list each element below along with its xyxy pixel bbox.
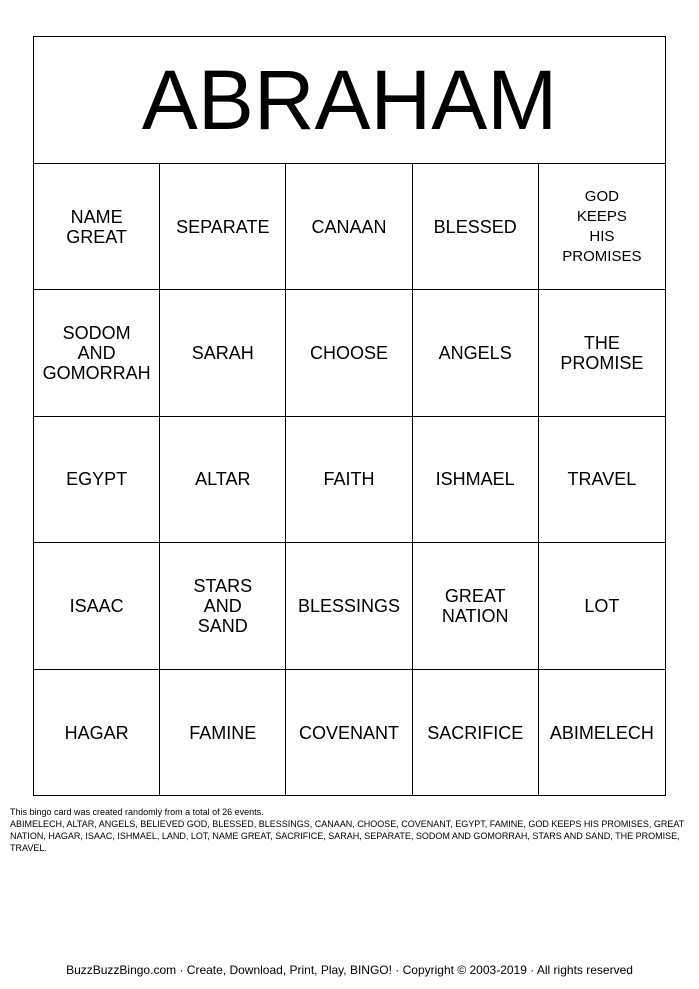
bingo-card	[33, 36, 666, 796]
note-word-list: ABIMELECH, ALTAR, ANGELS, BELIEVED GOD, BLESSED, BLESSINGS, CANAAN, CHOOSE, COVENANT, EGYPT, FAMINE, GOD KEEPS HIS PROMISES, GREAT NATION, HAGAR, ISAAC, ISHMAEL, LAND, LOT, NAME GREAT, SACRIFICE, SARAH, SEPARATE, SODOM AND GOMORRAH, STARS AND SAND, THE PROMISE, TRAVEL.	[10, 819, 685, 853]
event-list-note	[10, 806, 690, 854]
bingo-cell: FAITH	[286, 417, 412, 543]
bingo-cell: GREAT NATION	[413, 543, 539, 669]
bingo-cell: GOD KEEPS HIS PROMISES	[539, 164, 665, 290]
bingo-cell: SEPARATE	[160, 164, 286, 290]
bingo-cell: BLESSED	[413, 164, 539, 290]
bingo-cell: ISHMAEL	[413, 417, 539, 543]
bingo-cell: THE PROMISE	[539, 290, 665, 416]
bingo-cell: CANAAN	[286, 164, 412, 290]
bingo-cell: CHOOSE	[286, 290, 412, 416]
bingo-cell: LOT	[539, 543, 665, 669]
copyright-footer: BuzzBuzzBingo.com · Create, Download, Print, Play, BINGO! · Copyright © 2003-2019 · All rights reserved	[66, 963, 633, 977]
bingo-cell: ALTAR	[160, 417, 286, 543]
bingo-cell: SODOM AND GOMORRAH	[34, 290, 160, 416]
bingo-cell: TRAVEL	[539, 417, 665, 543]
bingo-cell: ANGELS	[413, 290, 539, 416]
bingo-cell: SACRIFICE	[413, 670, 539, 796]
bingo-cell: STARS AND SAND	[160, 543, 286, 669]
note-intro: This bingo card was created randomly from a total of 26 events.	[10, 807, 264, 817]
bingo-grid	[34, 164, 665, 796]
bingo-cell: ABIMELECH	[549, 722, 654, 743]
bingo-cell: HAGAR	[34, 670, 160, 796]
bingo-cell: NAME GREAT	[34, 164, 160, 290]
card-title: ABRAHAM	[34, 37, 665, 164]
bingo-cell: FAMINE	[160, 670, 286, 796]
bingo-cell: EGYPT	[34, 417, 160, 543]
bingo-cell: ISAAC	[34, 543, 160, 669]
bingo-cell: BLESSINGS	[286, 543, 412, 669]
bingo-cell: COVENANT	[286, 670, 412, 796]
bingo-cell: SARAH	[160, 290, 286, 416]
